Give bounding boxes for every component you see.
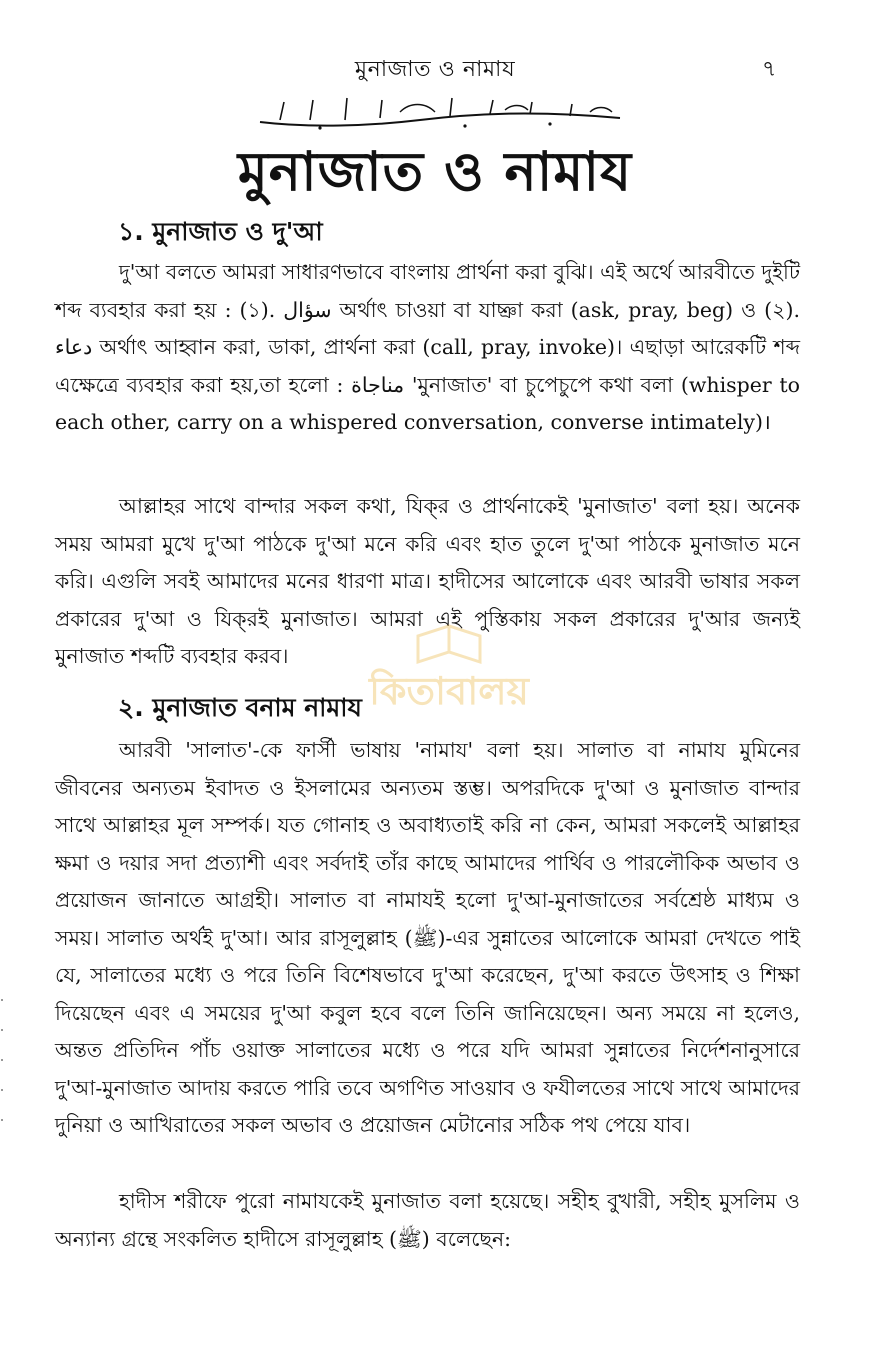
paragraph: আল্লাহর সাথে বান্দার সকল কথা, যিক্‌র ও প্রার্থনাকেই 'মুনাজাত' বলা হয়। অনেক সময় আমরা মুখে দু'আ পাঠকে দু'আ মনে করি এবং হাত তুলে দু'আ পাঠকে মুনাজাত মনে করি। এগুলি সবই আমাদের মনের ধারণা মাত্র। হাদীসের আলোকে এবং আরবী ভাষার সকল প্রকারের দু'আ ও যিক্‌রই মুনাজাত। আমরা এই পুস্তিকায় সকল প্রকারের দু'আর জন্যই মুনাজাত শব্দটি ব্যবহার করব।	[55, 494, 800, 668]
watermark-text: কিতাবালয়	[369, 669, 529, 713]
page-title: মুনাজাত ও নামায	[237, 140, 633, 203]
paragraph: দু'আ বলতে আমরা সাধারণভাবে বাংলায় প্রার্থনা করা বুঝি। এই অর্থে আরবীতে দুইটি শব্দ ব্যবহার করা হয় : (১). سؤال অর্থাৎ চাওয়া বা যাচ্ঞা করা (ask, pray, beg) ও (২). دعاء অর্থাৎ আহ্বান করা, ডাকা, প্রার্থনা করা (call, pray, invoke)। এছাড়া আরেকটি শব্দ এক্ষেত্রে ব্যবহার করা হয়,তা হলো : مناجاة 'মুনাজাত' বা চুপেচুপে কথা বলা (whisper to each other, carry on a whispered conversation, converse intimately)।	[55, 260, 800, 434]
page-number: ৭	[762, 57, 777, 82]
running-header: মুনাজাত ও নামায	[354, 57, 516, 82]
bismillah-calligraphy	[250, 92, 630, 134]
paragraph: হাদীস শরীফে পুরো নামাযকেই মুনাজাত বলা হয়েছে। সহীহ বুখারী, সহীহ মুসলিম ও অন্যান্য গ্রন্থে সংকলিত হাদীসে রাসূলুল্লাহ (ﷺ) বলেছেন:	[55, 1189, 800, 1251]
section-heading-1: ১. মুনাজাত ও দু'আ	[118, 217, 323, 246]
margin-dots	[0, 990, 6, 1130]
paragraph: আরবী 'সালাত'-কে ফার্সী ভাষায় 'নামায' বলা হয়। সালাত বা নামায মুমিনের জীবনের অন্যতম ইবাদত ও ইসলামের অন্যতম স্তম্ভ। অপরদিকে দু'আ ও মুনাজাত বান্দার সাথে আল্লাহর মূল সম্পর্ক। যত গোনাহ ও অবাধ্যতাই করি না কেন, আমরা সকলেই আল্লাহর ক্ষমা ও দয়ার সদা প্রত্যাশী এবং সর্বদাই তাঁর কাছে আমাদের পার্থিব ও পারলৌকিক অভাব ও প্রয়োজন জানাতে আগ্রহী। সালাত বা নামাযই হলো দু'আ-মুনাজাতের সর্বশ্রেষ্ঠ মাধ্যম ও সময়। সালাত অর্থই দু'আ। আর রাসূলুল্লাহ (ﷺ)-এর সুন্নাতের আলোকে আমরা দেখতে পাই যে, সালাতের মধ্যে ও পরে তিনি বিশেষভাবে দু'আ করেছেন, দু'আ করতে উৎসাহ ও শিক্ষা দিয়েছেন এবং এ সময়ের দু'আ কবুল হবে বলে তিনি জানিয়েছেন। অন্য সময়ে না হলেও, অন্তত প্রতিদিন পাঁচ ওয়াক্ত সালাতের মধ্যে ও পরে যদি আমরা সুন্নাতের নির্দেশনানুসারে দু'আ-মুনাজাত আদায় করতে পারি তবে অগণিত সাওয়াব ও ফযীলতের সাথে সাথে আমাদের দুনিয়া ও আখিরাতের সকল অভাব ও প্রয়োজন মেটানোর সঠিক পথ পেয়ে যাব।	[55, 738, 800, 1137]
section-heading-2: ২. মুনাজাত বনাম নামায	[118, 693, 362, 722]
